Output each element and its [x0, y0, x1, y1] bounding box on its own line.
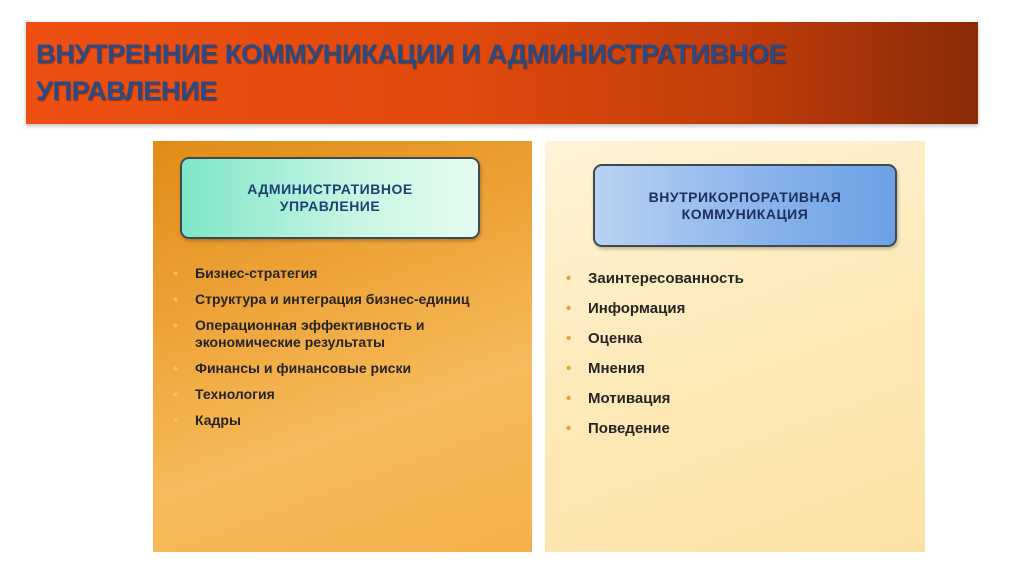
list-item: • Технология: [173, 386, 523, 403]
list-item: • Финансы и финансовые риски: [173, 360, 523, 377]
list-item: • Мнения: [566, 360, 906, 378]
list-item: • Структура и интеграция бизнес-единиц: [173, 291, 523, 308]
list-item: • Мотивация: [566, 390, 906, 408]
list-item: • Заинтересованность: [566, 270, 906, 288]
right-bullet-list: [566, 270, 906, 450]
list-item: • Кадры: [173, 412, 523, 429]
title-banner: [26, 22, 978, 124]
slide-title: ВНУТРЕННИЕ КОММУНИКАЦИИ И АДМИНИСТРАТИВНОЕ УПРАВЛЕНИЕ: [36, 39, 787, 106]
left-column-header-label: АДМИНИСТРАТИВНОЕ УПРАВЛЕНИЕ: [247, 181, 413, 214]
list-item: • Операционная эффективность и экономические результаты: [173, 317, 523, 351]
list-item: • Поведение: [566, 420, 906, 438]
list-item: • Оценка: [566, 330, 906, 348]
list-item: • Бизнес-стратегия: [173, 265, 523, 282]
left-bullet-list: [173, 265, 523, 438]
right-column-header-label: ВНУТРИКОРПОРАТИВНАЯ КОММУНИКАЦИЯ: [648, 188, 842, 222]
right-column-header: [593, 164, 897, 247]
list-item: • Информация: [566, 300, 906, 318]
left-column-header: [180, 157, 480, 239]
